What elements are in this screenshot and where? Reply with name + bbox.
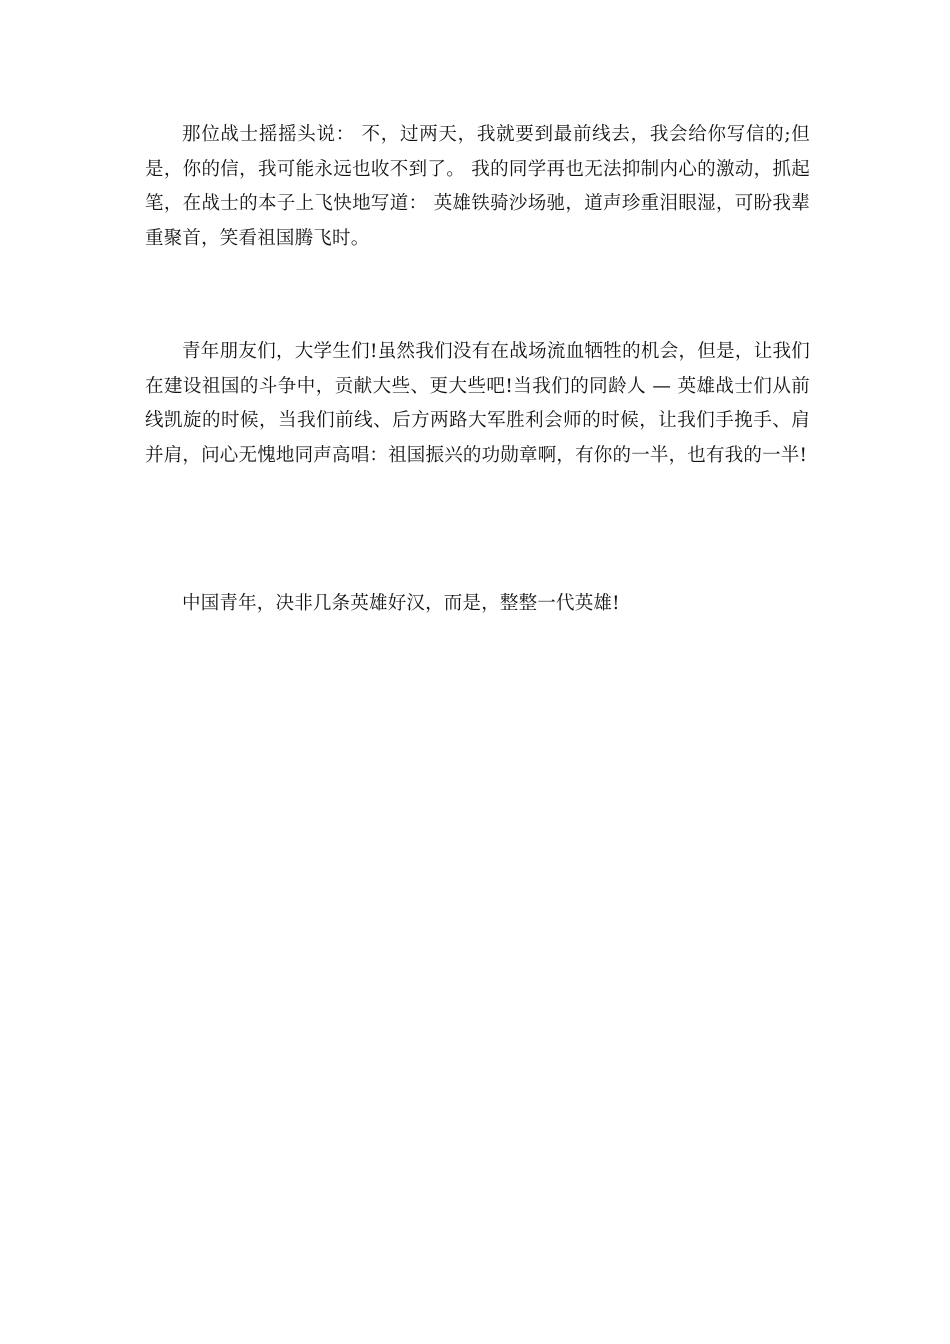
body-paragraph-2: 青年朋友们，大学生们!虽然我们没有在战场流血牺牲的机会，但是，让我们在建设祖国的斗争中，贡献大些、更大些吧!当我们的同龄人 — 英雄战士们从前线凯旋的时候，当我们前线、后方两路大军胜利会师的时候，让我们手挽手、肩并肩，问心无愧地同声高唱：祖国振兴的功勋章啊，有你的一半，也有我的一半! xyxy=(145,341,810,466)
body-paragraph-1: 那位战士摇摇头说： 不，过两天，我就要到最前线去，我会给你写信的;但是，你的信，我可能永远也收不到了。 我的同学再也无法抑制内心的激动，抓起笔，在战士的本子上飞快地写道： 英雄铁骑沙场驰，道声珍重泪眼湿，可盼我辈重聚首，笑看祖国腾飞时。 xyxy=(145,124,810,249)
body-paragraph-3: 中国青年，决非几条英雄好汉，而是，整整一代英雄! xyxy=(182,593,620,614)
